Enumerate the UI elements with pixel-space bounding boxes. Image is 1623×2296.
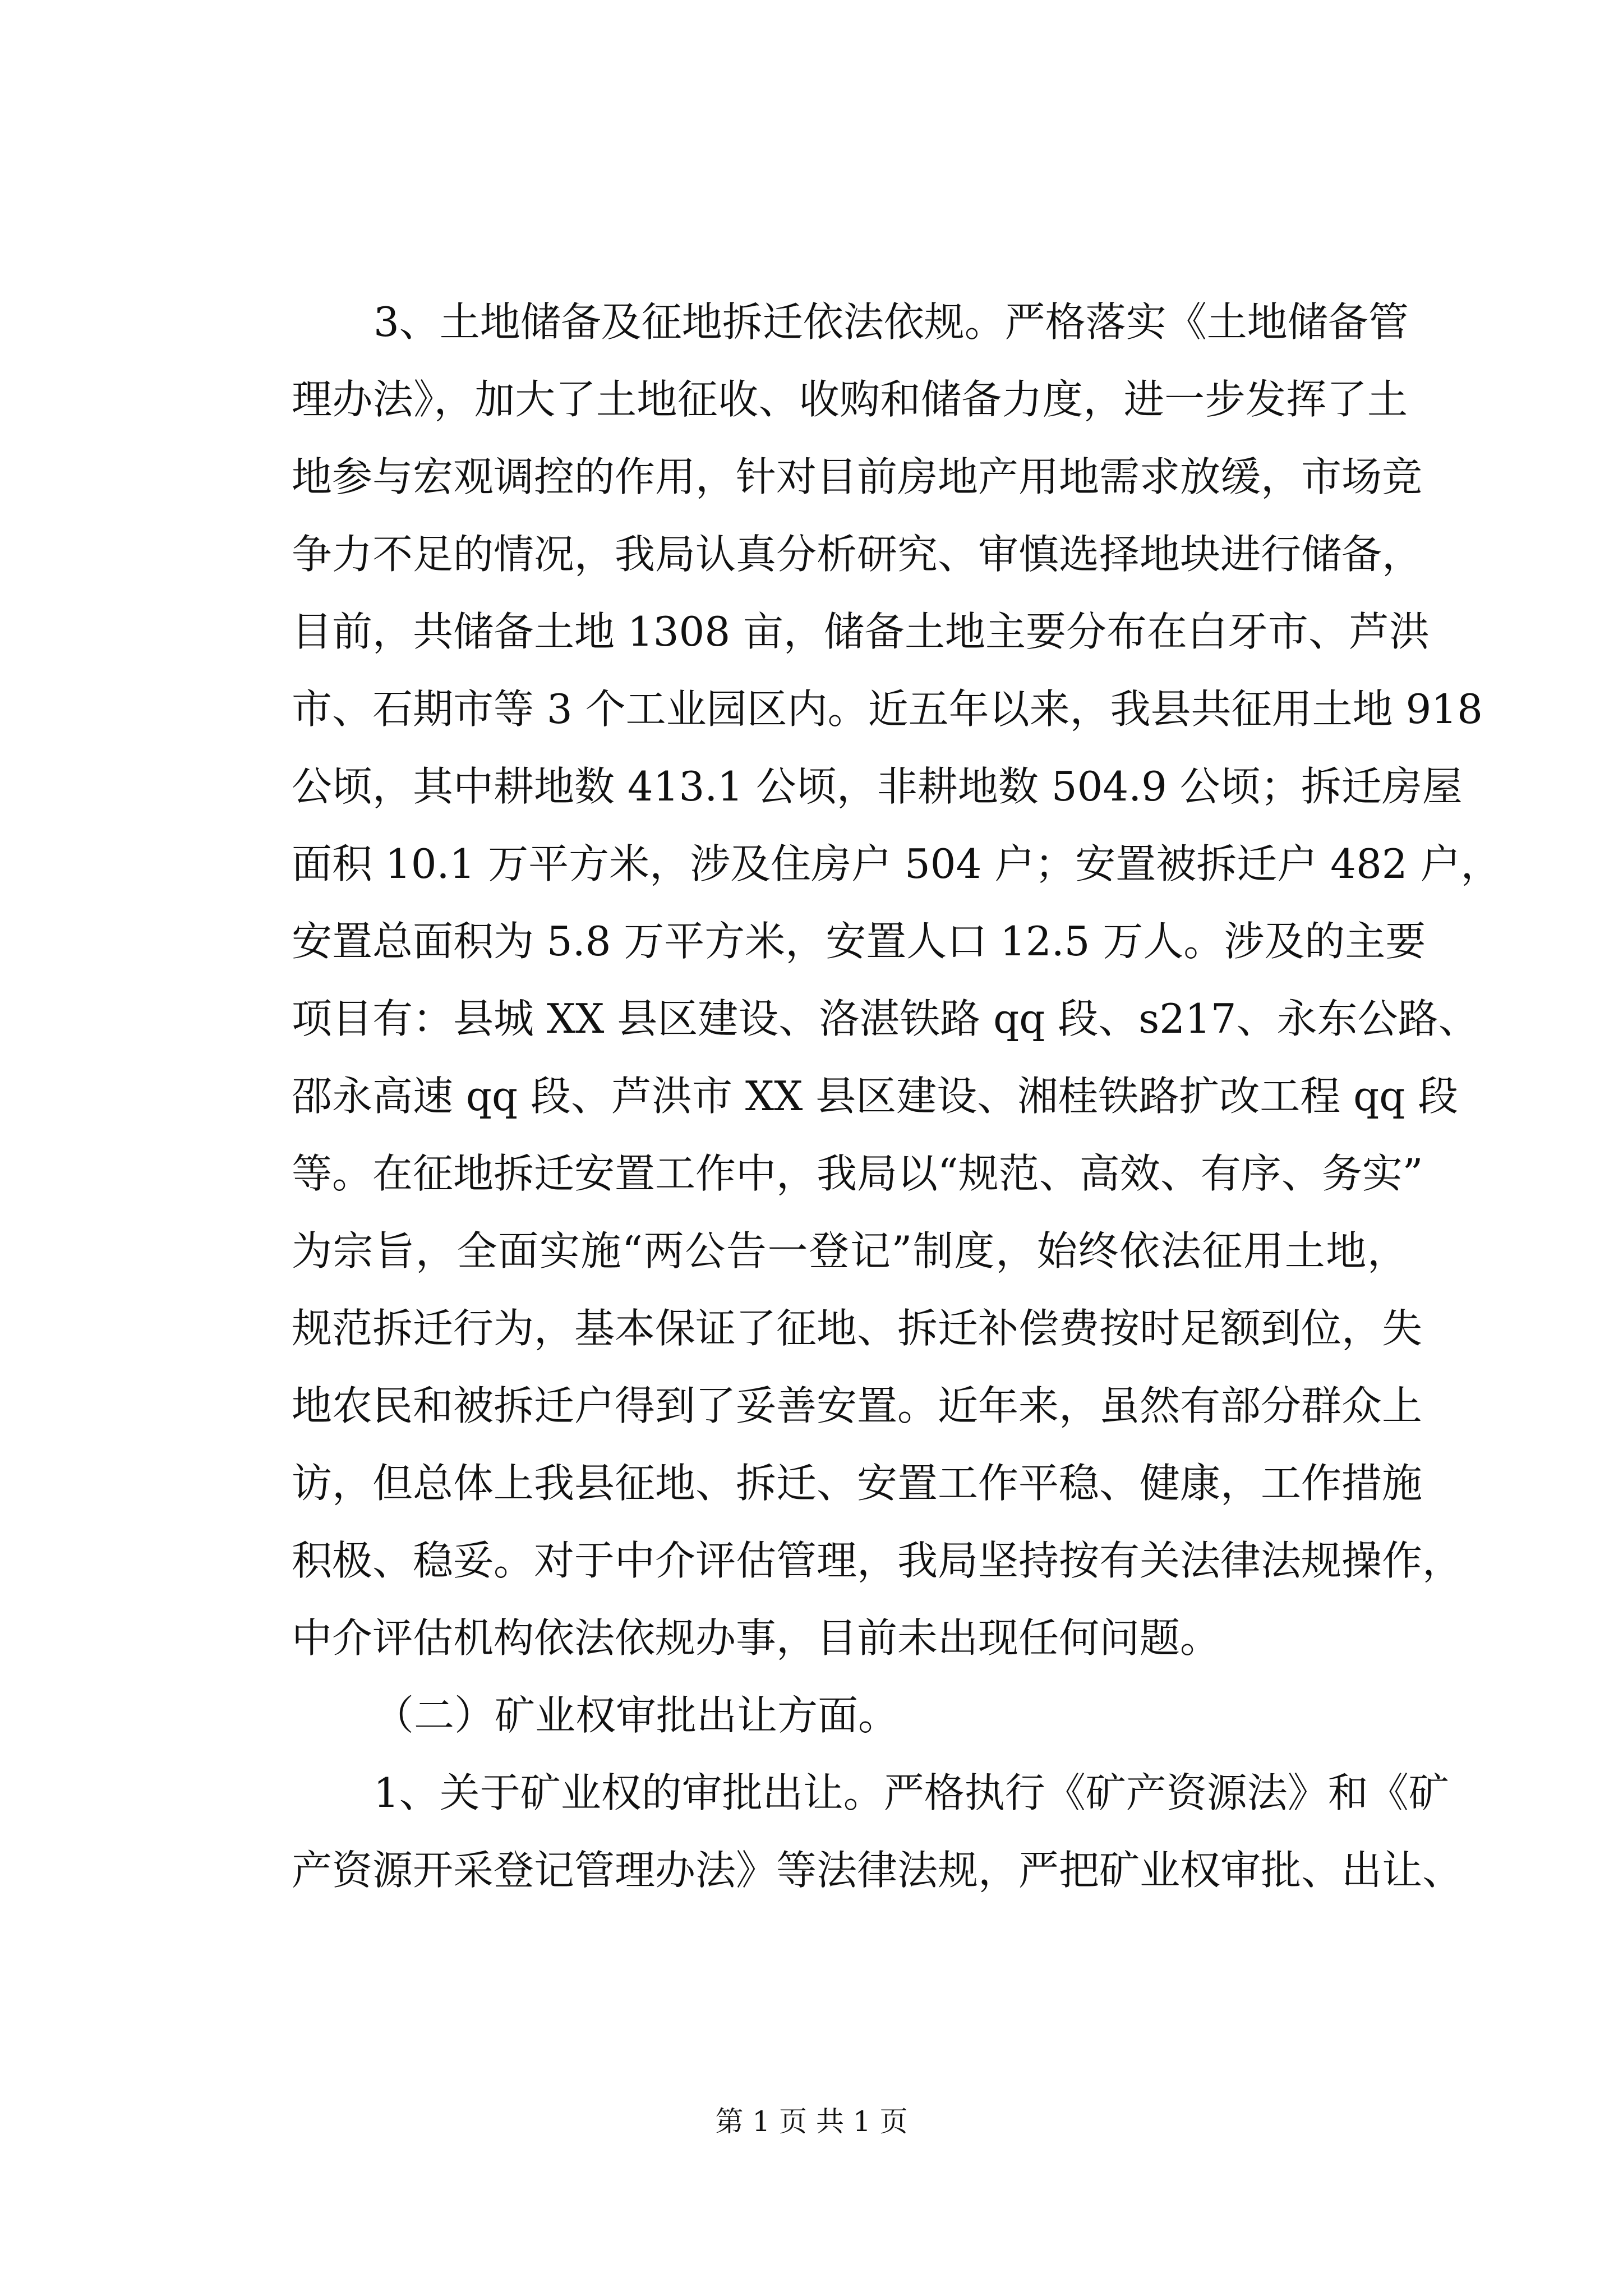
paragraph-line: 安置总面积为 5.8 万平方米，安置人口 12.5 万人。涉及的主要 xyxy=(292,918,1426,965)
page-number-footer: 第 1 页 共 1 页 xyxy=(715,2105,908,2138)
paragraph-line: 等。在征地拆迁安置工作中，我局以“规范、高效、有序、务实” xyxy=(292,1150,1423,1197)
paragraph-line: 为宗旨，全面实施“两公告一登记”制度，始终依法征用土地， xyxy=(292,1227,1408,1274)
paragraph-line: 市、石期市等 3 个工业园区内。近五年以来，我县共征用土地 918 xyxy=(292,685,1483,733)
paragraph-line: 面积 10.1 万平方米，涉及住房户 504 户；安置被拆迁户 482 户， xyxy=(292,840,1501,887)
paragraph-line: 3、土地储备及征地拆迁依法依规。严格落实《土地储备管 xyxy=(374,298,1409,346)
paragraph-line: 积极、稳妥。对于中介评估管理，我局坚持按有关法律法规操作， xyxy=(292,1537,1463,1584)
paragraph-line: 争力不足的情况，我局认真分析研究、审慎选择地块进行储备， xyxy=(292,531,1423,578)
paragraph-line: 公顷，其中耕地数 413.1 公顷，非耕地数 504.9 公顷；拆迁房屋 xyxy=(292,763,1463,810)
paragraph-line: 规范拆迁行为，基本保证了征地、拆迁补偿费按时足额到位，失 xyxy=(292,1305,1423,1352)
paragraph-line: 理办法》，加大了土地征收、收购和储备力度，进一步发挥了土 xyxy=(292,376,1408,423)
paragraph-line: 邵永高速 qq 段、芦洪市 XX 县区建设、湘桂铁路扩改工程 qq 段 xyxy=(292,1073,1459,1120)
paragraph-line: 地农民和被拆迁户得到了妥善安置。近年来，虽然有部分群众上 xyxy=(292,1382,1423,1429)
paragraph-line: 产资源开采登记管理办法》等法律法规，严把矿业权审批、出让、 xyxy=(292,1847,1463,1894)
section-heading: （二）矿业权审批出让方面。 xyxy=(374,1692,899,1739)
paragraph-line: 中介评估机构依法依规办事，目前未出现任何问题。 xyxy=(292,1614,1221,1662)
paragraph-line: 项目有：县城 XX 县区建设、洛湛铁路 qq 段、s217、永东公路、 xyxy=(292,995,1479,1042)
paragraph-line: 目前，共储备土地 1308 亩，储备土地主要分布在白牙市、芦洪 xyxy=(292,608,1430,655)
paragraph-line: 地参与宏观调控的作用，针对目前房地产用地需求放缓，市场竞 xyxy=(292,453,1423,500)
paragraph-line: 1、关于矿业权的审批出让。严格执行《矿产资源法》和《矿 xyxy=(374,1769,1449,1816)
paragraph-line: 访，但总体上我县征地、拆迁、安置工作平稳、健康，工作措施 xyxy=(292,1460,1423,1507)
document-body xyxy=(292,283,1501,1909)
